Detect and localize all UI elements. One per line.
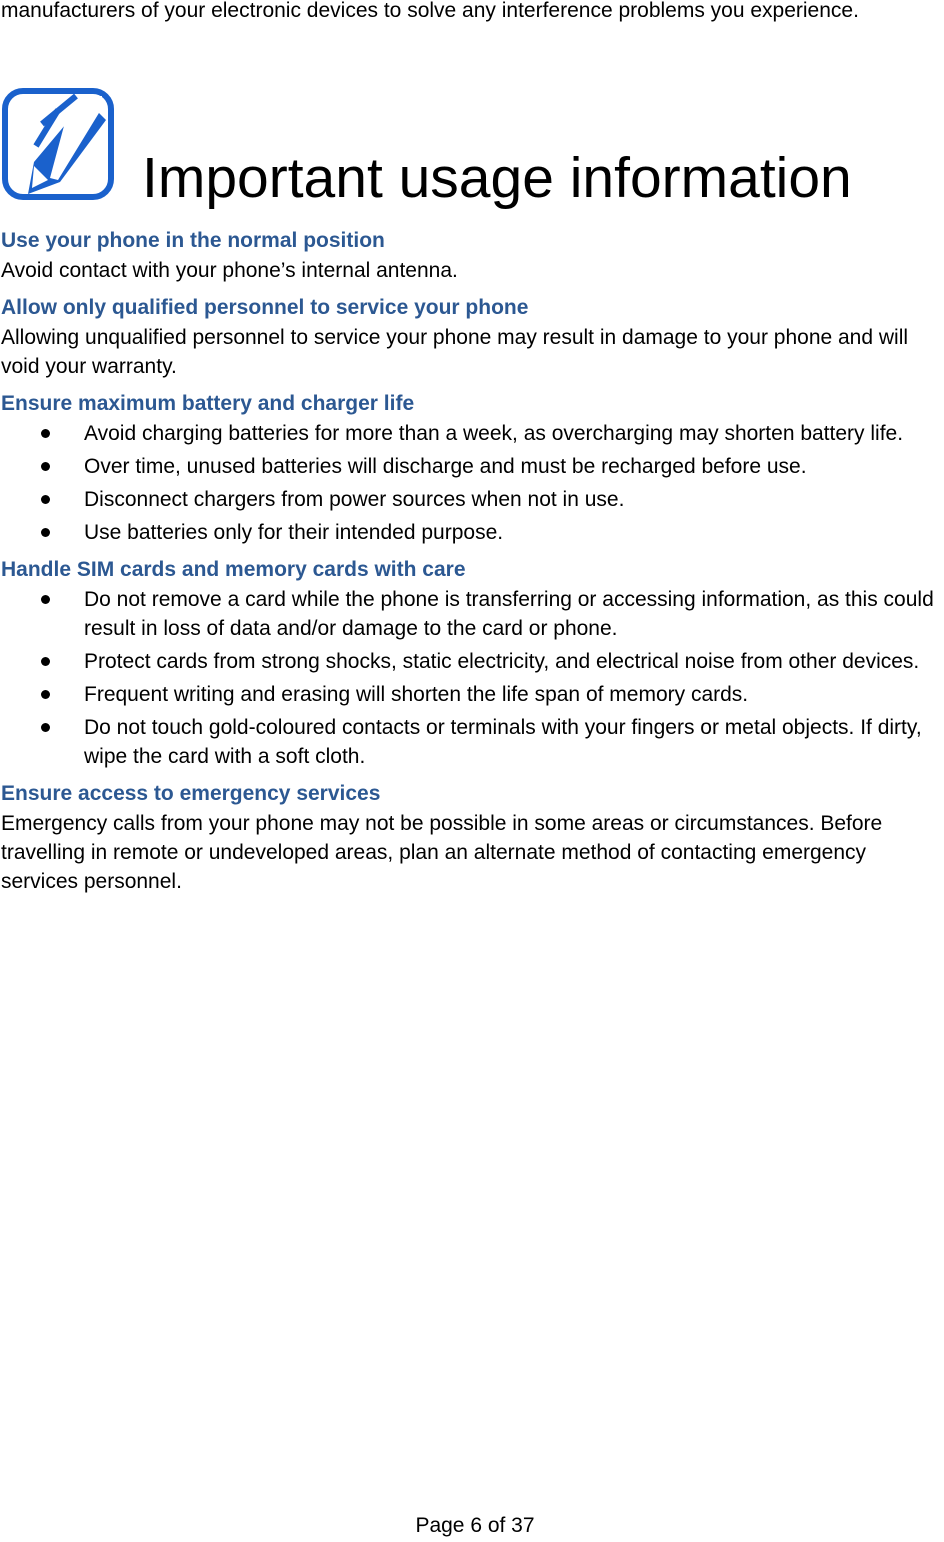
- content-body: [0, 226, 944, 904]
- section-heading: Use your phone in the normal position: [1, 229, 385, 252]
- list-item-text: Protect cards from strong shocks, static electricity, and electrical noise from other devices.: [84, 650, 920, 673]
- section-heading: Handle SIM cards and memory cards with care: [1, 558, 466, 581]
- section-paragraph: Emergency calls from your phone may not be possible in some areas or circumstances. Before travelling in remote or undeveloped areas, plan an alternate method of contacting emergency services personnel.: [1, 812, 883, 893]
- section-qualified-personnel: [0, 293, 944, 381]
- bullet-icon: [41, 528, 50, 537]
- section-sim-memory-cards: [0, 555, 944, 771]
- section-emergency-services: [0, 779, 944, 896]
- bullet-list: [0, 419, 944, 547]
- list-item: [0, 713, 944, 771]
- list-item-text: Do not remove a card while the phone is transferring or accessing information, as this could result in loss of data and/or damage to the card or phone.: [84, 588, 934, 640]
- list-item-text: Do not touch gold-coloured contacts or terminals with your fingers or metal objects. If dirty, wipe the card with a soft cloth.: [84, 716, 922, 768]
- section-heading: Allow only qualified personnel to service your phone: [1, 296, 529, 319]
- section-heading: Ensure maximum battery and charger life: [1, 392, 415, 415]
- list-item: [0, 518, 944, 547]
- list-item-text: Use batteries only for their intended purpose.: [84, 521, 504, 544]
- section-normal-position: [0, 226, 944, 285]
- intro-paragraph: manufacturers of your electronic devices to solve any interference problems you experience.: [1, 0, 859, 22]
- bullet-icon: [41, 495, 50, 504]
- list-item: [0, 485, 944, 514]
- list-item: [0, 452, 944, 481]
- list-item: [0, 419, 944, 448]
- list-item-text: Over time, unused batteries will discharge and must be recharged before use.: [84, 455, 807, 478]
- page-footer: [0, 1513, 944, 1539]
- bullet-list: [0, 585, 944, 771]
- section-paragraph: Allowing unqualified personnel to service your phone may result in damage to your phone and will void your warranty.: [1, 326, 909, 378]
- list-item-text: Frequent writing and erasing will shorten the life span of memory cards.: [84, 683, 749, 706]
- list-item: [0, 680, 944, 709]
- pencil-note-icon: [2, 88, 114, 200]
- bullet-icon: [41, 429, 50, 438]
- list-item-text: Avoid charging batteries for more than a week, as overcharging may shorten battery life.: [84, 422, 904, 445]
- bullet-icon: [41, 657, 50, 666]
- bullet-icon: [41, 462, 50, 471]
- page-title: Important usage information: [142, 146, 852, 210]
- bullet-icon: [41, 690, 50, 699]
- bullet-icon: [41, 595, 50, 604]
- page-number: Page 6 of 37: [415, 1514, 535, 1537]
- list-item: [0, 647, 944, 676]
- bullet-icon: [41, 723, 50, 732]
- section-heading: Ensure access to emergency services: [1, 782, 381, 805]
- list-item-text: Disconnect chargers from power sources when not in use.: [84, 488, 625, 511]
- list-item: [0, 585, 944, 643]
- section-paragraph: Avoid contact with your phone’s internal antenna.: [1, 259, 458, 282]
- section-title-row: [0, 86, 944, 216]
- section-battery-life: [0, 389, 944, 547]
